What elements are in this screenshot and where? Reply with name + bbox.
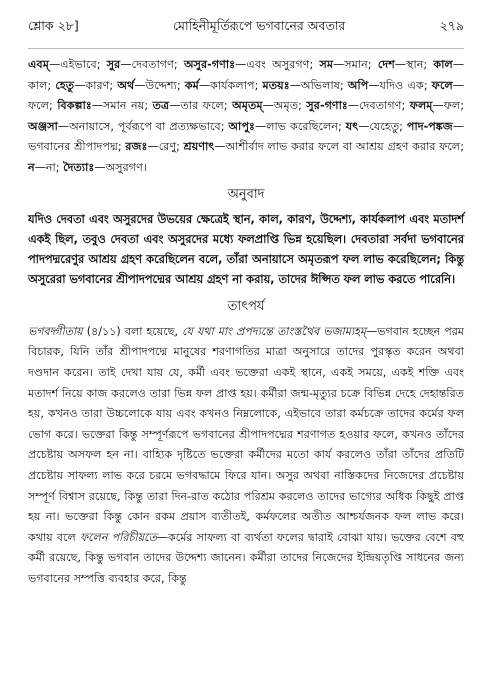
synonym-term: তত্র (152, 99, 170, 113)
synonyms-section: এবম্—এইভাবে; সুর—দেবতাগণ; অসুর-গণাঃ—এবং অসুরগণ; সম—সমান; দেশ—স্থান; কাল—কাল; হেতু—কারণ; অর্থ—উদ্দেশ্য; কর্ম—কার্যকলাপ; মতয়ঃ—অভিলাষ; অপি—যদিও এক; ফলে—ফলে; বিকল্পাঃ—সমান নয়; তত্র—তার ফলে; অমৃতম্—অমৃত; সুর-গণাঃ—দেবতাগণ; ফলম্—ফল; অঞ্জসা—অনায়াসে, পূর্বরূপে বা প্রত্যক্ষভাবে; আপুঃ—লাভ করেছিলেন; যৎ—যেহেতু; পাদ-পঙ্কজ—ভগবানের শ্রীপাদপদ্ম; রজঃ—রেণু; শ্রয়ণাৎ—আশীর্বাদ লাভ করার ফলে বা আশ্রয় গ্রহণ করার ফলে; ন—না; দৈত্যাঃ—অসুরগণ। (28, 58, 465, 174)
purport-saying: ফলেন পরিচীয়তে (79, 530, 157, 544)
synonym-meaning: এইভাবে (60, 58, 97, 71)
synonym-meaning: লাভ করেছিলেন (266, 119, 339, 133)
synonym-meaning: তার ফলে (180, 99, 224, 113)
synonym-term: কাল (433, 58, 453, 71)
synonym-meaning: সমান নয় (102, 99, 145, 113)
purport-quote: যে যথা মাং প্রপদ্যন্তে তাংস্তথৈব ভজাম্যহম্ (182, 324, 367, 338)
synonym-meaning: অমৃত (273, 99, 299, 113)
synonym-term: দৈত্যাঃ (63, 160, 95, 174)
page-number: ২৭৯ (439, 18, 464, 33)
synonym-term: পাদ-পঙ্কজ (406, 119, 453, 133)
translation-heading: অনুবাদ (227, 186, 265, 202)
synonym-meaning: দেবতাগণ (359, 99, 402, 113)
synonym-meaning: ফল (443, 99, 461, 113)
synonym-meaning: রেণু (158, 140, 177, 154)
synonym-meaning: কারণ (85, 78, 110, 92)
synonym-term: হেতু (55, 78, 75, 92)
synonym-meaning: যদিও এক (379, 78, 424, 92)
synonym-meaning: অনায়াসে, পূর্বরূপে বা প্রত্যক্ষভাবে (69, 119, 221, 133)
synonym-meaning: অসুরগণ (105, 160, 143, 174)
purport-body: —ভগবান হচ্ছেন পরম বিচারক, যিনি তাঁর শ্রীপাদপদ্মে মানুষের শরণাগতির মাত্রা অনুসারে তাদের পুরস্কৃত করেন অথবা দণ্ডদান করেন। তাই দেখা যায় যে, কর্মী এবং ভক্তেরা একই স্থানে, একই সময়ে, একই শক্তি এবং মতাদর্শ নিয়ে কাজ করলেও তারা ভিন্ন ফল প্রাপ্ত হয়। কর্মীরা জন্ম-মৃত্যুর চক্রে বিভিন্ন দেহে দেহান্তরিত হয়, কখনও তারা উচ্চলোকে যায় এবং কখনও নিম্নলোকে, এইভাবে তারা কর্মচক্রে তাদের কর্মের ফল ভোগ করে। ভক্তেরা কিন্তু সম্পূর্ণরূপে ভগবানের শ্রীপাদপদ্মের শরণাগত হওয়ার ফলে, কখনও তাঁদের প্রচেষ্টায় অসফল হন না। বাহ্যিক দৃষ্টিতে ভক্তেরা কর্মীদের মতো কার্য করলেও তাঁরা তাঁদের প্রতিটি প্রচেষ্টায় সাফল্য লাভ করে চরমে ভগবদ্ধামে ফিরে যান। অসুর অথবা নাস্তিকদের নিজেদের প্রচেষ্টায় সম্পূর্ণ বিশ্বাস রয়েছে, কিন্তু তারা দিন-রাত কঠোর পরিশ্রম করলেও তাদের ভাগ্যের অধিক কিছুই প্রাপ্ত হয় না। ভক্তেরা কিন্তু কোন রকম প্রয়াস ব্যতীতই, কর্মফলের অতীত আশ্চর্যজনক ফল লাভ করে। কথায় বলে (28, 324, 465, 544)
synonym-meaning: এবং অসুরগণ (246, 58, 310, 71)
running-header (28, 18, 464, 49)
synonym-term: সম (319, 58, 334, 71)
synonym-term: অপি (347, 78, 369, 92)
purport-source: ভগবদ্গীতায় (28, 324, 83, 338)
synonym-meaning: না (45, 160, 56, 174)
synonym-term: বিকল্পাঃ (57, 99, 92, 113)
synonym-term: আপুঃ (228, 119, 256, 133)
synonym-term: অর্থ (117, 78, 135, 92)
synonym-meaning: স্থান (406, 58, 424, 71)
purport-heading: তাৎপর্য (227, 298, 265, 314)
synonym-meaning: কাল (28, 78, 48, 92)
synonym-term: ফলম্ (409, 99, 433, 113)
synonym-term: শ্রয়ণাৎ (183, 140, 215, 154)
synonym-term: রজঃ (125, 140, 148, 154)
synonym-meaning: অভিলাষ (300, 78, 340, 92)
synonym-term: অসুর-গণাঃ (183, 58, 236, 71)
synonym-term: মতয়ঃ (262, 78, 290, 92)
translation-text: যদিও দেবতা এবং অসুরদের উভয়ের ক্ষেত্রেই স্থান, কাল, কারণ, উদ্দেশ্য, কার্যকলাপ এবং মতাদর্শ একই ছিল, তবুও দেবতা এবং অসুরদের মধ্যে ফলপ্রাপ্তি ভিন্ন হয়েছিল। দেবতারা সর্বদা ভগবানের পাদপদ্মরেণুর আশ্রয় গ্রহণ করেছিলেন বলে, তাঁরা অনায়াসে অমৃতরূপ ফল লাভ করেছিলেন; কিন্তু অসুরেরা ভগবানের শ্রীপাদপদ্মের আশ্রয় গ্রহণ না করায়, তাদের ঈপ্সিত ফল লাভ করতে পারেনি। (28, 212, 464, 287)
purport-text (28, 322, 464, 590)
synonym-term: কর্ম (184, 78, 199, 92)
synonym-term: অঞ্জসা (28, 119, 58, 133)
synonym-meaning: সমান (344, 58, 368, 71)
synonym-meaning: ভগবানের শ্রীপাদপদ্ম (28, 140, 118, 154)
synonym-meaning: যেহেতু (369, 119, 400, 133)
synonym-term: দেশ (377, 58, 395, 71)
purport-ref: (৪/১১) বলা হয়েছে, (86, 324, 178, 338)
synonym-term: সুর-গণাঃ (306, 99, 348, 113)
synonym-meaning: উদ্দেশ্য (145, 78, 177, 92)
synonym-meaning: দেবতাগণ (131, 58, 174, 71)
synonym-term: এবম্ (28, 58, 49, 71)
chapter-title: মোহিনীমূর্তিরূপে ভগবানের অবতার (172, 18, 346, 33)
synonym-meaning: ফলে (28, 99, 50, 113)
synonym-term: অমৃতম্ (232, 99, 263, 113)
synonym-meaning: আশীর্বাদ লাভ করার ফলে বা আশ্রয় গ্রহণ করার ফলে (225, 140, 461, 154)
synonym-meaning: কার্যকলাপ (210, 78, 255, 92)
purport-tail: —কর্মের সাফল্য বা ব্যর্থতা ফলের দ্বারাই বোঝা যায়। ভক্তের বেশে বহু কর্মী রয়েছে, কিন্তু ভগবান তাদের উদ্দেশ্য জানেন। কর্মীরা তাদের নিজেদের ইন্দ্রিয়তৃপ্তি সাধনের জন্য ভগবানের সম্পত্তি ব্যবহার করে, কিন্তু (28, 530, 465, 585)
synonym-term: ফলে (431, 78, 453, 92)
synonym-term: ন (28, 160, 35, 174)
book-page (28, 18, 464, 589)
synonym-term: যৎ (345, 119, 359, 133)
synonym-term: সুর (106, 58, 121, 71)
verse-reference: শ্লোক ২৮] (28, 18, 79, 33)
